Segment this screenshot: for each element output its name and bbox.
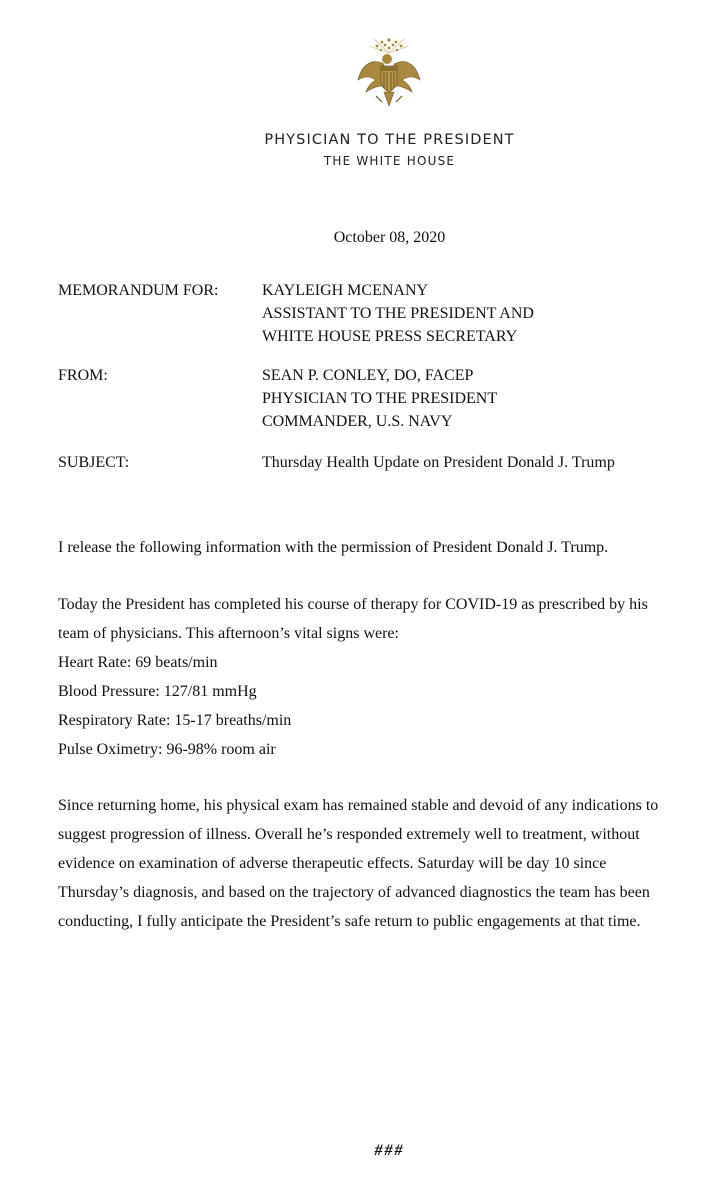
memo-for-label: MEMORANDUM FOR: xyxy=(58,282,219,299)
recipient-line: KAYLEIGH MCENANY xyxy=(262,282,429,299)
paragraph-line: Since returning home, his physical exam has remained stable and devoid of any indications to xyxy=(58,797,659,814)
memo-subject xyxy=(262,451,615,474)
memo-subject-label: SUBJECT: xyxy=(58,454,130,471)
paragraph-line: Thursday’s diagnosis, and based on the trajectory of advanced diagnostics the team has been xyxy=(58,884,650,901)
body-paragraph-3 xyxy=(58,791,708,936)
body-paragraph-1 xyxy=(58,533,708,562)
paragraph-line: Today the President has completed his course of therapy for COVID-19 as prescribed by his xyxy=(58,596,648,613)
body-paragraph-2 xyxy=(58,590,708,764)
paragraph-line: evidence on examination of adverse therapeutic effects. Saturday will be day 10 since xyxy=(58,855,607,872)
letterhead-subtitle: THE WHITE HOUSE xyxy=(323,154,456,168)
paragraph-line: I release the following information with the permission of President Donald J. Trump. xyxy=(58,539,609,556)
subject-text: Thursday Health Update on President Donald J. Trump xyxy=(262,454,615,471)
vital-heart-rate: Heart Rate: 69 beats/min xyxy=(58,654,218,671)
memo-for-recipient xyxy=(262,279,534,348)
vital-pulse-oximetry: Pulse Oximetry: 96-98% room air xyxy=(58,741,276,758)
sender-line: SEAN P. CONLEY, DO, FACEP xyxy=(262,367,474,384)
memo-date: October 08, 2020 xyxy=(333,229,446,246)
paragraph-line: conducting, I fully anticipate the President’s safe return to public engagements at that time. xyxy=(58,913,641,930)
end-mark: ### xyxy=(374,1142,405,1159)
sender-line: PHYSICIAN TO THE PRESIDENT xyxy=(262,390,498,407)
recipient-line: WHITE HOUSE PRESS SECRETARY xyxy=(262,328,518,345)
recipient-line: ASSISTANT TO THE PRESIDENT AND xyxy=(262,305,534,322)
paragraph-line: suggest progression of illness. Overall he’s responded extremely well to treatment, without xyxy=(58,826,640,843)
sender-line: COMMANDER, U.S. NAVY xyxy=(262,413,453,430)
memo-from-label: FROM: xyxy=(58,367,108,384)
vital-respiratory-rate: Respiratory Rate: 15-17 breaths/min xyxy=(58,712,292,729)
vital-blood-pressure: Blood Pressure: 127/81 mmHg xyxy=(58,683,257,700)
memo-from-sender xyxy=(262,364,497,433)
paragraph-line: team of physicians. This afternoon’s vital signs were: xyxy=(58,625,399,642)
letterhead-title: PHYSICIAN TO THE PRESIDENT xyxy=(264,132,515,148)
presidential-seal-icon xyxy=(354,36,424,112)
